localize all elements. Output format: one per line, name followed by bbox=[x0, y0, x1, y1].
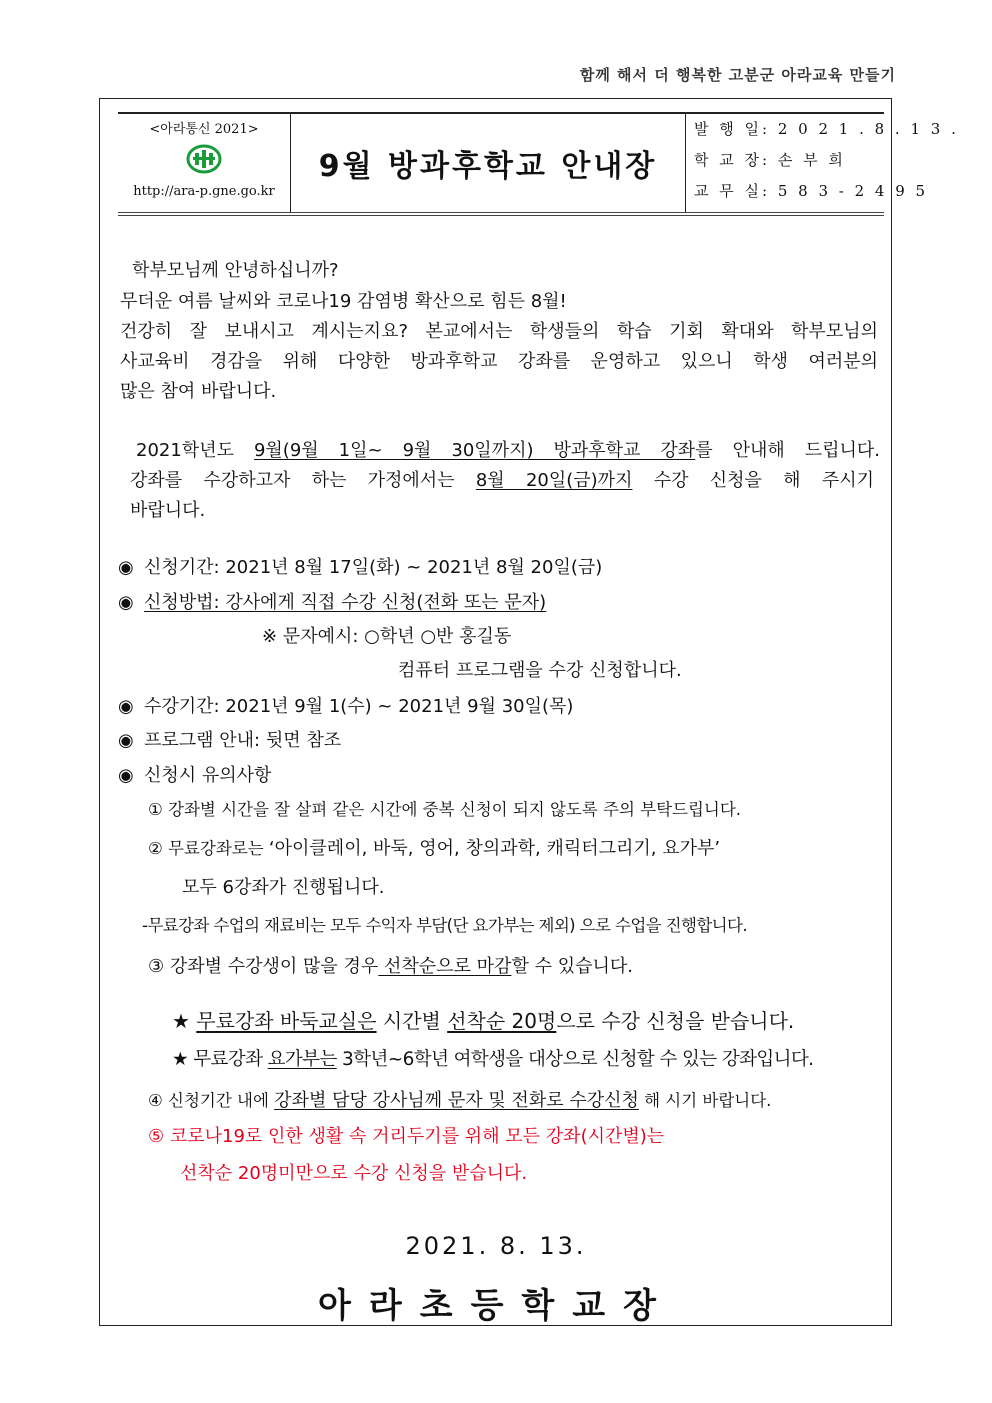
caution-3: ③ 강좌별 수강생이 많을 경우 선착순으로 마감할 수 있습니다. bbox=[148, 956, 633, 977]
item-program: ◉ 프로그램 안내: 뒷면 참조 bbox=[118, 730, 342, 751]
course-period-highlight: 9월(9월 1일~ 9월 30일까지) 방과후학교 강좌 bbox=[253, 440, 696, 461]
notice-line-1: 2021학년도 9월(9월 1일~ 9월 30일까지) 방과후학교 강좌를 안내해 드립니다. bbox=[136, 440, 880, 461]
bullet-icon: ◉ bbox=[118, 730, 134, 751]
deadline-highlight: 8월 20일(금)까지 bbox=[475, 470, 633, 491]
star-icon: ★ bbox=[172, 1009, 197, 1033]
special-note-yoga: ★ 무료강좌 요가부는 3학년~6학년 여학생을 대상으로 신청할 수 있는 강좌입니다. bbox=[172, 1049, 814, 1070]
special-note-baduk: ★ 무료강좌 바둑교실은 시간별 선착순 20명으로 수강 신청을 받습니다. bbox=[172, 1009, 795, 1033]
caution-1: ① 강좌별 시간을 잘 살펴 같은 시간에 중복 신청이 되지 않도록 주의 부탁드립니다. bbox=[148, 800, 742, 819]
header-info bbox=[686, 114, 959, 212]
caution-4: ④ 신청기간 내에 강좌별 담당 강사님께 문자 및 전화로 수강신청 해 시기 바랍니다. bbox=[148, 1090, 772, 1111]
intro-line-2: 무더운 여름 날씨와 코로나19 감염병 확산으로 힘든 8월! bbox=[120, 291, 567, 312]
bullet-icon: ◉ bbox=[118, 592, 134, 613]
caution-2: ② 무료강좌로는 ‘아이클레이, 바둑, 영어, 창의과학, 캐릭터그리기, 요가부’ bbox=[148, 838, 721, 859]
school-url: http://ara-p.gne.go.kr bbox=[133, 184, 275, 199]
school-logo-icon bbox=[186, 144, 222, 174]
caution-5-cont: 선착순 20명미만으로 수강 신청을 받습니다. bbox=[180, 1163, 528, 1184]
intro-line-4: 사교육비 경감을 위해 다양한 방과후학교 강좌를 운영하고 있으니 학생 여러분의 bbox=[120, 351, 878, 372]
item-method: ◉ 신청방법: 강사에게 직접 수강 신청(전화 또는 문자) bbox=[118, 592, 547, 613]
free-courses-list: ‘아이클레이, 바둑, 영어, 창의과학, 캐릭터그리기, 요가부’ bbox=[268, 838, 721, 859]
newsletter-title: 9월 방과후학교 안내장 bbox=[291, 114, 686, 212]
bullet-icon: ◉ bbox=[118, 557, 134, 578]
intro-line-3: 건강히 잘 보내시고 계시는지요? 본교에서는 학생들의 학습 기회 확대와 학부모님의 bbox=[120, 321, 878, 342]
notice-line-2: 강좌를 수강하고자 하는 가정에서는 8월 20일(금)까지 수강 신청을 해 주시기 bbox=[130, 470, 874, 491]
caution-5: ⑤ 코로나19로 인한 생활 속 거리두기를 위해 모든 강좌(시간별)는 bbox=[148, 1126, 665, 1147]
bullet-icon: ◉ bbox=[118, 765, 134, 786]
school-signature: 아라초등학교장 bbox=[318, 1286, 674, 1326]
publish-date: 발 행 일: 2 0 2 1 . 8 . 1 3 . bbox=[694, 120, 959, 138]
caution-2-count: 모두 6강좌가 진행됩니다. bbox=[182, 877, 385, 898]
item-period: ◉ 신청기간: 2021년 8월 17일(화) ~ 2021년 8월 20일(금) bbox=[118, 557, 603, 578]
item-course-period: ◉ 수강기간: 2021년 9월 1(수) ~ 2021년 9월 30일(목) bbox=[118, 696, 574, 717]
principal-name: 학 교 장: 손 부 희 bbox=[694, 151, 846, 169]
notice-line-3: 바랍니다. bbox=[130, 500, 206, 521]
sms-example-1: ※ 문자예시: ○학년 ○반 홍길동 bbox=[262, 626, 512, 647]
issue-label: <아라통신 2021> bbox=[149, 122, 259, 137]
slogan: 함께 해서 더 행복한 고분군 아라교육 만들기 bbox=[579, 66, 896, 84]
intro-line-1: 학부모님께 안녕하십니까? bbox=[132, 260, 339, 281]
sms-example-2: 컴퓨터 프로그램을 수강 신청합니다. bbox=[398, 660, 682, 681]
item-cautions: ◉ 신청시 유의사항 bbox=[118, 765, 272, 786]
office-phone: 교 무 실: 5 8 3 - 2 4 9 5 bbox=[694, 182, 929, 200]
newsletter-header bbox=[118, 112, 959, 216]
intro-line-5: 많은 참여 바랍니다. bbox=[120, 381, 277, 402]
issue-date: 2021. 8. 13. bbox=[405, 1232, 587, 1260]
bullet-icon: ◉ bbox=[118, 696, 134, 717]
caution-2-materials: -무료강좌 수업의 재료비는 모두 수익자 부담(단 요가부는 제외) 으로 수업을 진행합니다. bbox=[142, 916, 747, 935]
header-left bbox=[118, 114, 291, 212]
